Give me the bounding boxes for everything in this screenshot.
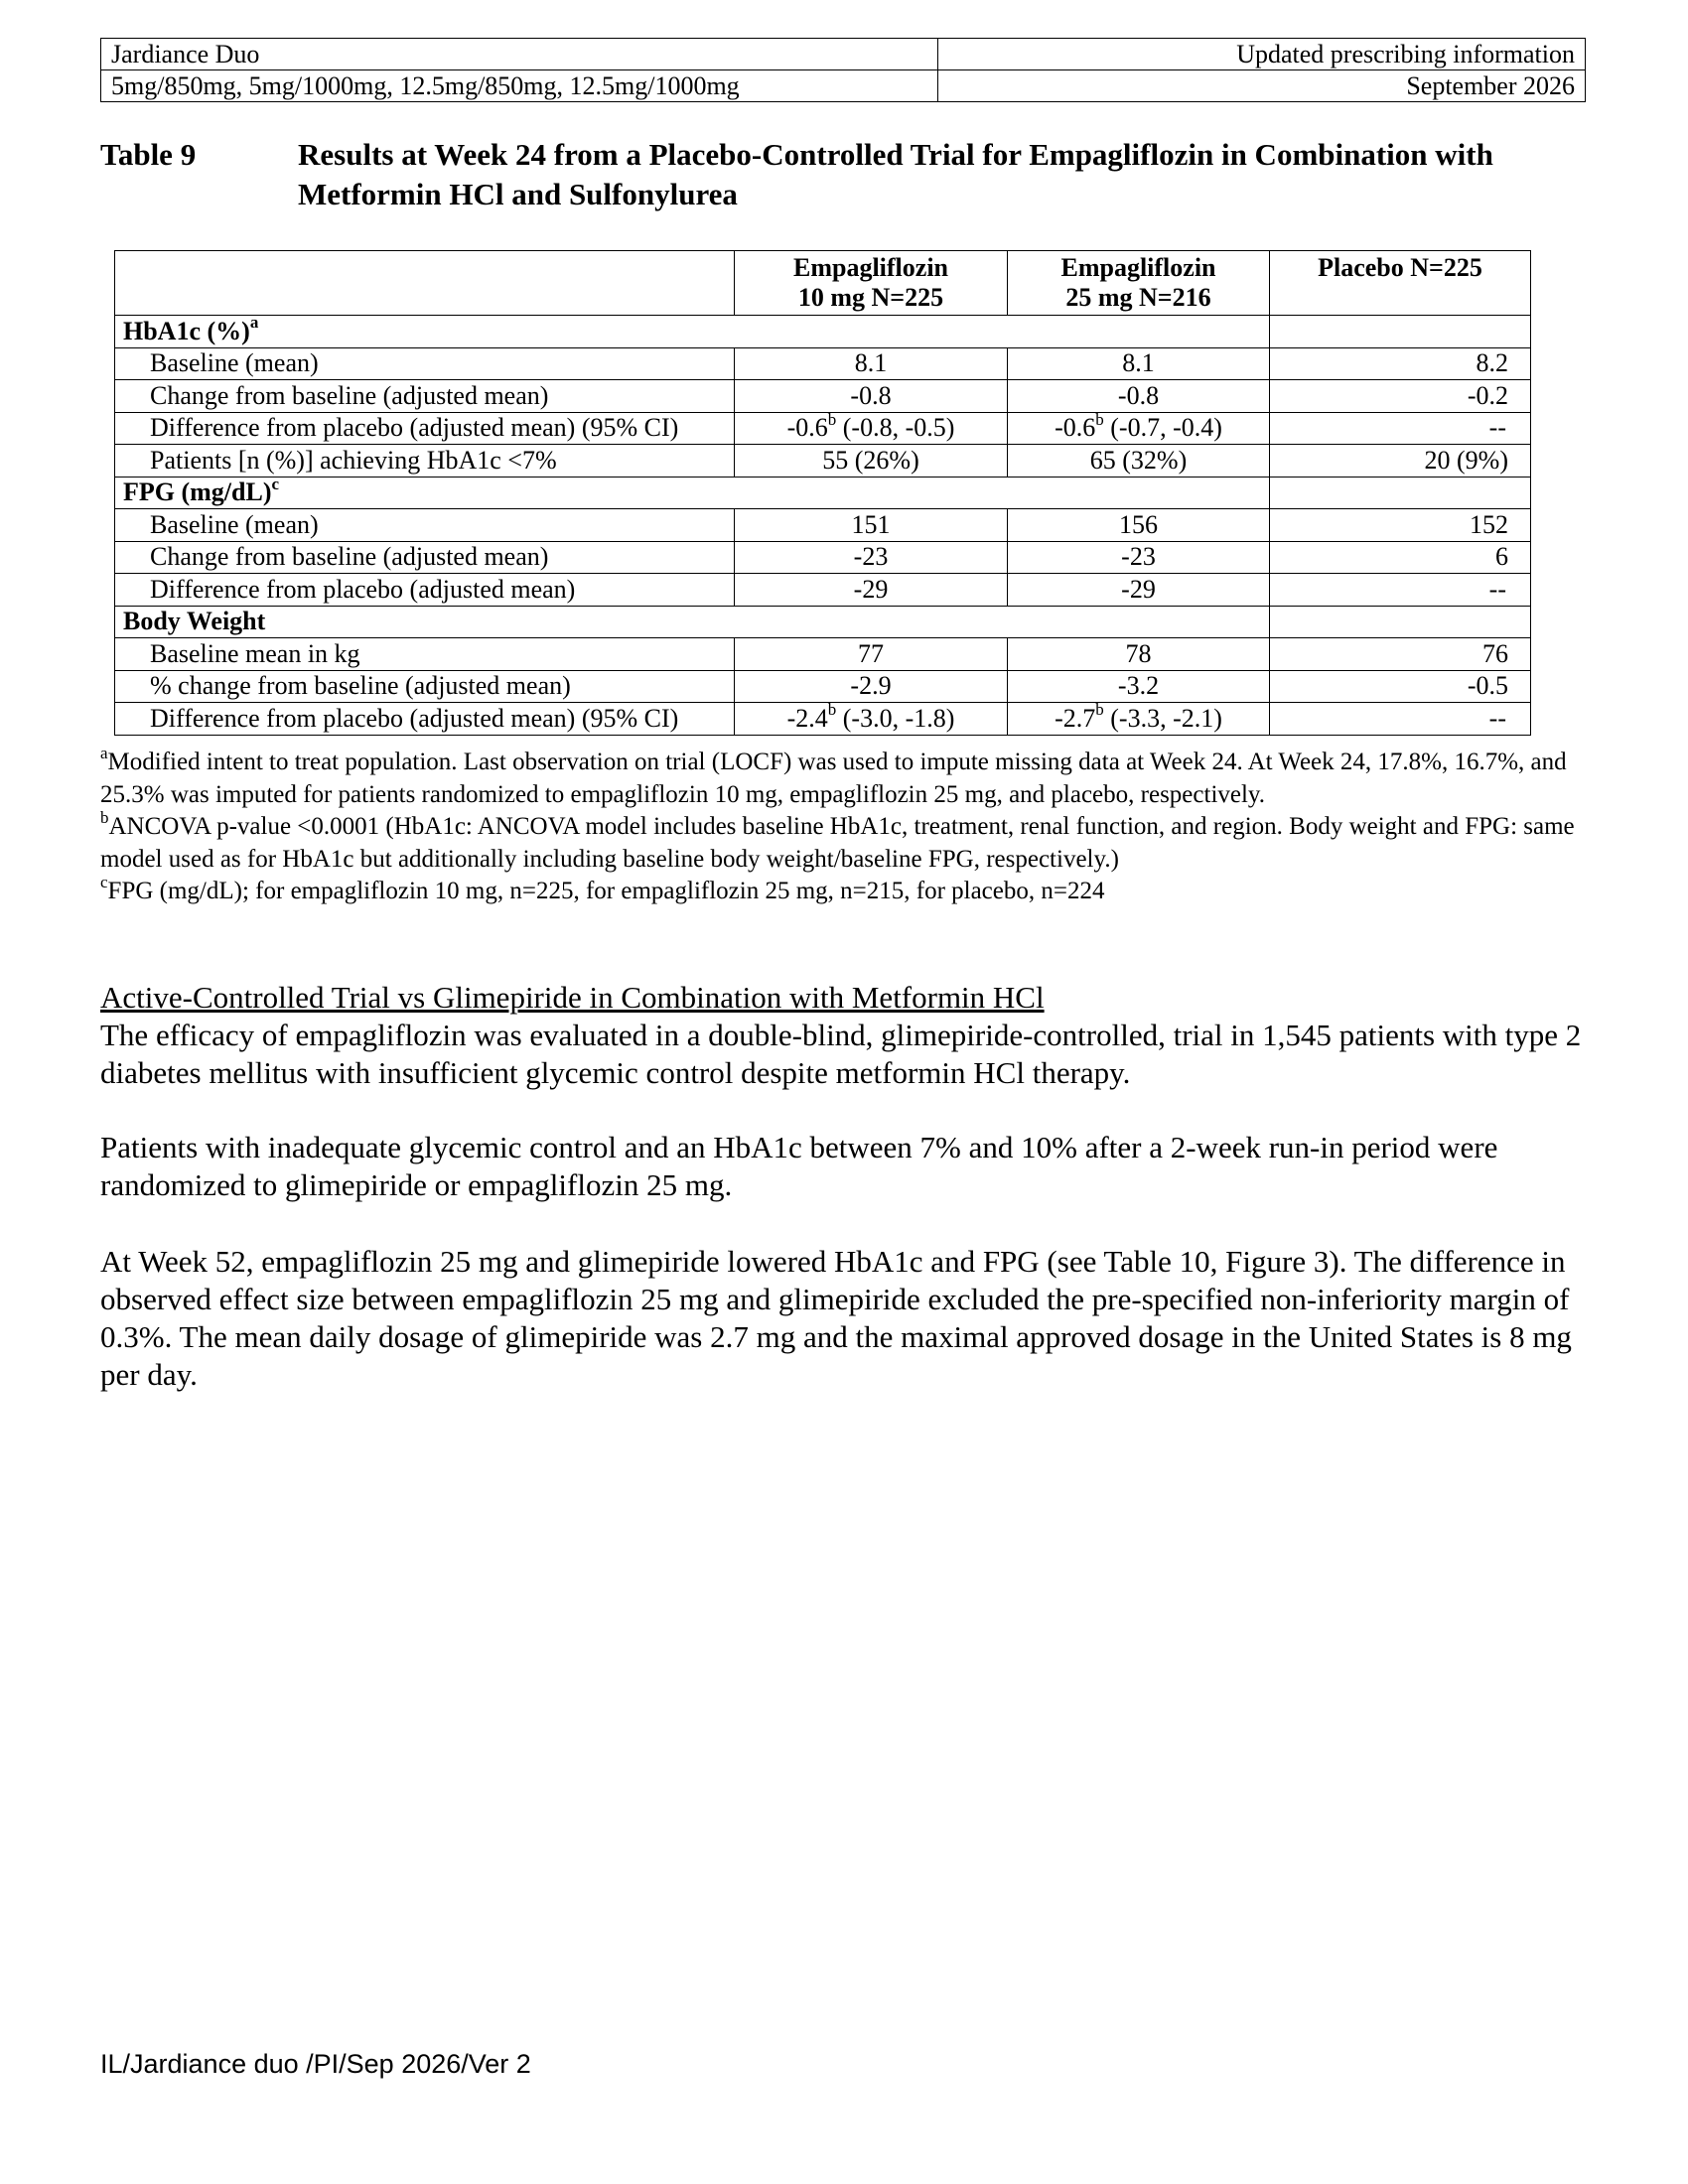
section-heading: Active-Controlled Trial vs Glimepiride in Combination with Metformin HCl [100,980,1045,1015]
section-row-body-weight [115,606,1531,638]
table-row: Difference from placebo (adjusted mean) (95% CI) -0.6$^b$ (-0.8, -0.5) -0.6$^b$ (-0.7, -0.4) -- [115,412,1531,445]
section-title-hba1c: HbA1c (%)$^a$ [115,316,1270,348]
product-strengths: 5mg/850mg, 5mg/1000mg, 12.5mg/850mg, 12.5mg/1000mg [101,70,938,102]
column-header-placebo: Placebo N=225 [1270,251,1531,316]
footnote-c: $^c$FPG (mg/dL); for empagliflozin 10 mg, n=225, for empagliflozin 25 mg, n=215, for placebo, n=224 [100,872,1105,904]
document-header [100,38,1586,102]
document-date: September 2026 [938,70,1586,102]
table-row: Change from baseline (adjusted mean) -23 -23 6 [115,541,1531,574]
table-row: Difference from placebo (adjusted mean) -29 -29 -- [115,574,1531,607]
column-header-empa-25: Empagliflozin 25 mg N=216 [1008,251,1270,316]
page-footer: IL/Jardiance duo /PI/Sep 2026/Ver 2 [100,2049,531,2079]
table-header-row [115,251,1531,316]
section-title-fpg: FPG $(mg/dL)^c$ [115,477,1270,509]
section-glimepiride [100,979,1610,1092]
paragraph: The efficacy of empagliflozin was evaluated in a double-blind, glimepiride-controlled, trial in 1,545 patients with type 2 diabetes mellitus with insufficient glycemic control despite metformin HCl therapy. [100,1018,1582,1090]
product-name: Jardiance Duo [101,39,938,70]
table-row: Baseline (mean) 151 156 152 [115,509,1531,542]
section-row-fpg [115,477,1531,509]
paragraph: Patients with inadequate glycemic control and an HbA1c between 7% and 10% after a 2-week run-in period were randomized to glimepiride or empagliflozin 25 mg. [100,1130,1498,1202]
column-header-empa-10: Empagliflozin 10 mg N=225 [735,251,1008,316]
table-number: Table 9 [100,137,197,172]
table-row: Difference from placebo (adjusted mean) (95% CI) -2.4$^b$ (-3.0, -1.8) -2.7$^b$ (-3.3, -2.1) -- [115,703,1531,736]
paragraph: At Week 52, empagliflozin 25 mg and glimepiride lowered HbA1c and FPG (see Table 10, Figure 3). The difference in observed effect size between empagliflozin 25 mg and glimepiride excluded the pre-specified non-inferiority margin of 0.3%. The mean daily dosage of glimepiride was 2.7 mg and the maximal approved dosage in the United States is 8 mg per day. [100,1244,1572,1392]
section-row-hba1c [115,316,1531,348]
header-blank [115,251,735,316]
table-row: % change from baseline (adjusted mean) -2.9 -3.2 -0.5 [115,670,1531,703]
table-row: Change from baseline (adjusted mean) -0.8 -0.8 -0.2 [115,380,1531,413]
footnote-b: $^b$ANCOVA p-value <0.0001 (HbA1c: ANCOVA model includes baseline HbA1c, treatment, renal function, and region. Body weight and FPG: same model used as for HbA1c but additionally including baseline body weight/baseline FPG, respectively.) [100,807,1575,873]
section-title-body-weight: Body Weight [115,606,1270,638]
table-row: Baseline (mean) 8.1 8.1 8.2 [115,347,1531,380]
document-type: Updated prescribing information [938,39,1586,70]
table-row: Baseline mean in kg 77 78 76 [115,638,1531,671]
table-row: Patients [n (%)] achieving HbA1c <7% 55 (26%) 65 (32%) 20 (9%) [115,445,1531,478]
results-table [114,250,1531,736]
footnote-a: $^a$Modified intent to treat population. Last observation on trial (LOCF) was used to impute missing data at Week 24. At Week 24, 17.8%, 16.7%, and 25.3% was imputed for patients randomized to empagliflozin 10 mg, empagliflozin 25 mg, and placebo, respectively. [100,743,1567,808]
table-footnotes [100,743,1600,908]
table-title: Results at Week 24 from a Placebo-Controlled Trial for Empagliflozin in Combination with Metformin HCl and Sulfonylurea [298,137,1493,211]
